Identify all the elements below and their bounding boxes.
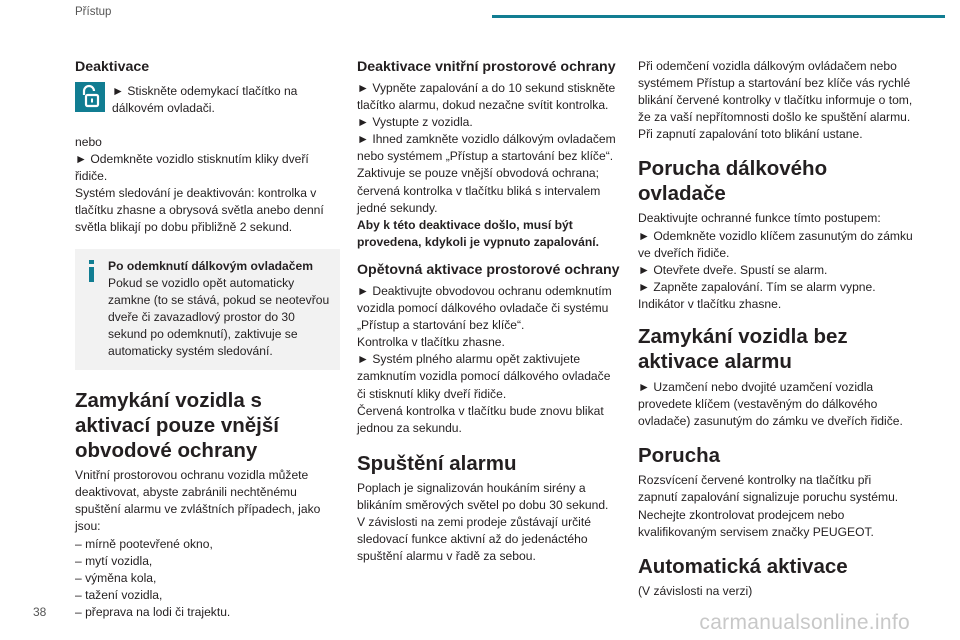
list-item: – tažení vozidla, [75, 587, 163, 602]
heading-lock-perimeter: Zamykání vozidla s aktivací pouze vnější obvodové ochrany [75, 389, 279, 463]
lock-no-alarm-step: ► Uzamčení nebo dvojité uzamčení vozidla provedete klíčem (vestavěným do dálkového ovladače) zasunutým do zámku ve dveřích řidiče. [638, 380, 903, 429]
interior-note: Aby k této deaktivace došlo, musí být provedena, kdykoli je vypnuto zapalování. [357, 217, 599, 249]
remote-fault-step-2: ► Otevřete dveře. Spustí se alarm. [638, 262, 828, 277]
deactivation-step-1: ► Stiskněte odemykací tlačítko na dálkovém ovladači. [112, 84, 298, 116]
list-item: – přeprava na lodi či trajektu. [75, 604, 231, 619]
fault-text-1: Rozsvícení červené kontrolky na tlačítku při zapnutí zapalování signalizuje poruchu systému. [638, 473, 899, 505]
info-box [75, 249, 340, 371]
info-title: Po odemknutí dálkovým ovladačem [108, 258, 313, 273]
heading-lock-no-alarm: Zamykání vozidla bez aktivace alarmu [638, 325, 848, 374]
text-or: nebo [75, 135, 102, 149]
info-text: Pokud se vozidlo opět automaticky zamkne (to se stává, pokud se neotevřou dveře či zavazadlový prostor do 30 sekund po odemknutí), zaktivuje se automaticky systém sledování. [108, 275, 330, 359]
unlock-padlock-icon [75, 82, 105, 112]
deactivation-text: Systém sledování je deaktivován: kontrolka v tlačítku zhasne a obrysová světla anebo denní světla blikají po dobu přibližně 2 sekund. [75, 186, 324, 235]
remote-fault-step-3: ► Zapněte zapalování. Tím se alarm vypne. [638, 279, 876, 294]
lock-cases-list [75, 536, 340, 621]
reactivate-text-1: Kontrolka v tlačítku zhasne. [357, 335, 505, 350]
heading-alarm-trigger: Spuštění alarmu [357, 451, 517, 475]
interior-text: Zaktivuje se pouze vnější obvodová ochrana; červená kontrolka v tlačítku bliká s intervalem jedné sekundy. [357, 166, 601, 215]
reactivate-text-2: Červená kontrolka v tlačítku bude znovu blikat jednou za sekundu. [357, 403, 604, 435]
page-number: 38 [33, 605, 47, 619]
heading-remote-fault: Porucha dálkového ovladače [638, 157, 828, 206]
heading-deactivate-interior: Deaktivace vnitřní prostorové ochrany [357, 59, 616, 75]
interior-step-1: ► Vypněte zapalování a do 10 sekund stiskněte tlačítko alarmu, dokud nezačne svítit kontrolka. [357, 81, 616, 113]
interior-step-2: ► Vystupte z vozidla. [357, 115, 473, 130]
list-item: – mírně pootevřené okno, [75, 536, 213, 551]
unlock-instruction [75, 82, 340, 134]
heading-deactivation: Deaktivace [75, 59, 150, 75]
list-item: – mytí vozidla, [75, 553, 153, 568]
fault-text-2: Nechejte zkontrolovat prodejcem nebo kvalifikovaným servisem značky PEUGEOT. [638, 507, 874, 539]
deactivation-step-2: ► Odemkněte vozidlo stisknutím kliky dveří řidiče. [75, 152, 309, 184]
remote-fault-text: Deaktivujte ochranné funkce tímto postupem: [638, 211, 881, 226]
heading-auto-activation: Automatická aktivace [638, 554, 848, 578]
lock-perimeter-text: Vnitřní prostorovou ochranu vozidla můžete deaktivovat, abyste zabránili nechtěnému spuštění alarmu ve zvláštních případech, jako jsou: [75, 468, 321, 534]
column-2 [357, 58, 622, 565]
column-1 [75, 58, 340, 621]
alarm-trigger-text-1: Poplach je signalizován houkáním sirény a blikáním směrových světel po dobu 30 sekund. [357, 480, 609, 512]
reactivate-step-1: ► Deaktivujte obvodovou ochranu odemknutím vozidla pomocí dálkového ovladače či systému „Přístup a startování bez klíče“. [357, 283, 612, 333]
reactivate-step-2: ► Systém plného alarmu opět zaktivujete zamknutím vozidla pomocí dálkového ovladače či stisknutí kliky dveří řidiče. [357, 352, 611, 401]
heading-reactivate-interior: Opětovná aktivace prostorové ochrany [357, 261, 620, 278]
remote-fault-text-2: Indikátor v tlačítku zhasne. [638, 296, 782, 311]
section-title: Přístup [75, 6, 112, 18]
header-accent-bar [492, 15, 945, 18]
alarm-trigger-text-2: V závislosti na zemi prodeje zůstávají určité sledovací funkce aktivní až do jedenáctého spuštění alarmu v řadě za sebou. [357, 514, 591, 564]
info-icon [85, 260, 98, 282]
list-item: – výměna kola, [75, 570, 157, 585]
watermark: carmanualsonline.info [699, 611, 910, 634]
alarm-intro-text: Při odemčení vozidla dálkovým ovládačem nebo systémem Přístup a startování bez klíče vás rychlé blikání červené kontrolky v tlačítku informuje o tom, že za vaší nepřítomnosti došlo ke spuštění alarmu. Při zapnutí zapalování toto blikání ustane. [638, 59, 913, 142]
heading-fault: Porucha [638, 444, 721, 468]
column-3 [638, 58, 913, 600]
auto-activation-text: (V závislosti na verzi) [638, 583, 753, 598]
remote-fault-step-1: ► Odemkněte vozidlo klíčem zasunutým do zámku ve dveřích řidiče. [638, 228, 913, 260]
interior-step-3: ► Ihned zamkněte vozidlo dálkovým ovladačem nebo systémem „Přístup a startování bez klíče“. [357, 132, 616, 164]
